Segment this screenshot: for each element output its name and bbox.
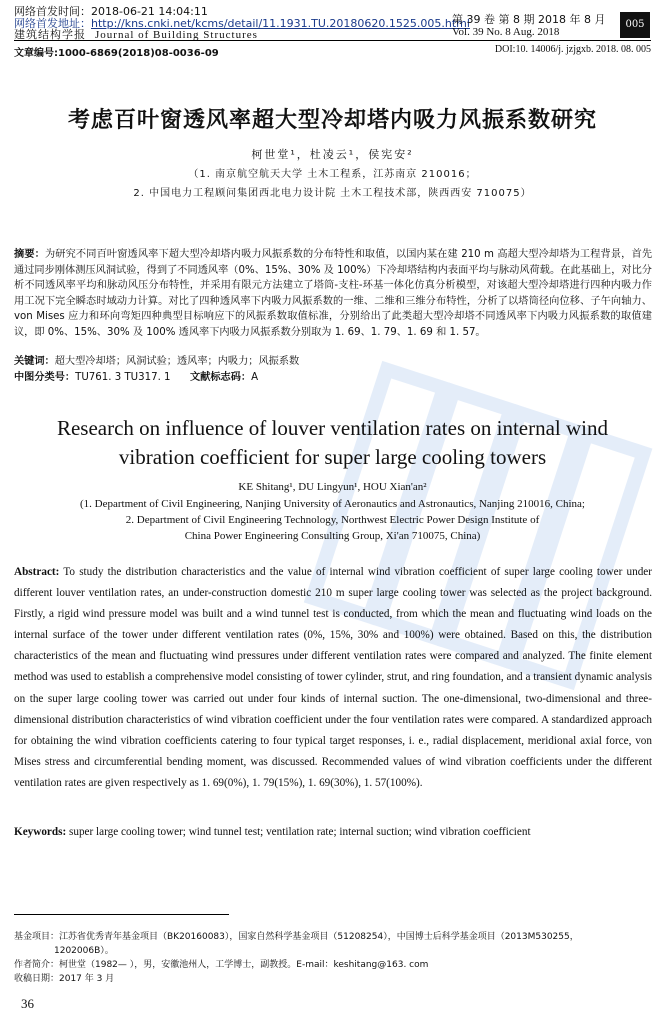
doc-code-label: 文献标志码： [189, 372, 252, 383]
abstract-cn-text: 为研究不同百叶窗透风率下超大型冷却塔内吸力风振系数的分布特性和取值，以国内某在建 210 m 高超大型冷却塔为工程背景，首先通过同步刚体测压风洞试验，得到了不同透风率（0%、15%、30% 及 100%）下冷却塔结构内表面平均与脉动风荷载。在此基础上，对比分析不同透风率平均和脉动风压分布特性，并采用有限元方法建立了塔筒-支柱-环基一体化仿真分析模型，对该超大型冷却塔进行四种内吸力作用工况下完全瞬态时域动力计算。对比了四种透风率下内吸力风振系数的一维、二维和三维分布特性，分析了以塔筒径向位移、子午向轴力、von Mises 应力和环向弯矩四种典型目标响应下的风振系数取值标准，分别给出了此类超大型冷却塔不同透风率下内吸力风振系数的取值建议，即 0%、15%、30% 及 100% 透风率下内吸力风振系数分别取为 1. 69、1. 79、1. 69 和 1. 57。 [14, 249, 653, 338]
online-addr-label: 网络首发地址 [14, 17, 80, 30]
abstract-cn [14, 247, 652, 341]
classification-value: TU761. 3 TU317. 1 [75, 372, 171, 383]
abstract-cn-label: 摘要： [14, 249, 45, 260]
online-time-value: 2018-06-21 14:04:11 [91, 5, 208, 18]
abstract-en-text: To study the distribution characteristics and the value of internal wind vibration coefficient of super large cooling tower under different louver ventilation rates, an under-construction domestic 210 m super large cooling tower was selected as the project background. Firstly, a rigid wind pressure model was built and a wind tunnel test is conducted, from which the mean and fluctuating wind loads on the internal surface of the tower under different ventilation rates (0%, 15%, 30% and 100%) were obtained. Based on this, the distribution characteristics of the mean and fluctuating wind pressures under different ventilation rates were compared and analyzed. The finite element method was used to establish a comprehensive model consisting of tower cylinder, strut, and ring foundation, and a transient dynamic analysis on the super large cooling tower was carried out under four kinds of internal suction. The one-dimensional, two-dimensional and three-dimensional distribution characteristics of wind vibration coefficient under the four ventilation rates were compared. A standardized approach for obtaining the wind vibration coefficients catering to four typical target responses, i. e., radial displacement, meridional axial force, von Mises stress and circumferential bending moment, was discussed. Recommended values of wind vibration coefficients under the different ventilation rates are given respectively as 1. 69(0%), 1. 79(15%), 1. 69(30%), 1. 57(100%). [14, 566, 652, 789]
article-number: 文章编号:1000-6869(2018)08-0036-09 [14, 48, 219, 59]
keywords-en-text: super large cooling tower; wind tunnel test; ventilation rate; internal suction; wind vibration coefficient [69, 826, 531, 838]
abstract-en-label: Abstract: [14, 566, 60, 578]
keywords-en-label: Keywords: [14, 826, 67, 838]
classification [14, 368, 652, 383]
article-badge: 005 [620, 12, 650, 38]
journal-volume-en: Vol. 39 No. 8 Aug. 2018 [452, 26, 560, 38]
online-addr-link[interactable]: http://kns.cnki.net/kcms/detail/11.1931.TU.20180620.1525.005.html [91, 17, 470, 30]
authors-en: KE Shitang¹, DU Lingyun¹, HOU Xian'an² [238, 481, 427, 493]
abstract-en [14, 562, 652, 794]
affiliation-en-3: China Power Engineering Consulting Group, Xi'an 710075, China) [184, 530, 481, 542]
journal-name-cn: 建筑结构学报 [14, 28, 86, 41]
footnotes [14, 930, 652, 986]
classification-label: 中图分类号： [14, 372, 76, 383]
footnote-author: 作者简介：柯世堂（1982— ），男，安徽池州人，工学博士，副教授。E-mail：keshitang@163. com [14, 960, 429, 970]
online-publish-address: 网络首发地址：http://kns.cnki.net/kcms/detail/11.1931.TU.20180620.1525.005.html [14, 17, 470, 30]
title-en [0, 414, 665, 472]
authors-cn: 柯世堂¹，杜凌云¹，侯宪安² [251, 148, 414, 161]
title-en-line1: Research on influence of louver ventilation rates on internal wind [56, 416, 609, 440]
footnote-fund: 基金项目：江苏省优秀青年基金项目（BK20160083），国家自然科学基金项目（51208254），中国博士后科学基金项目（2013M530255， [14, 932, 579, 942]
keywords-cn-text: 超大型冷却塔；风洞试验；透风率；内吸力；风振系数 [54, 356, 300, 367]
affiliation-cn-1: （1. 南京航空航天大学 土木工程系，江苏南京 210016； [188, 169, 477, 180]
keywords-en [14, 826, 652, 838]
page-title: 考虑百叶窗透风率超大型冷却塔内吸力风振系数研究 [67, 108, 597, 133]
journal-volume-cn: 第 39 卷 第 8 期 2018 年 8 月 [452, 13, 606, 26]
keywords-cn [14, 352, 652, 367]
title-en-line2: vibration coefficient for super large cooling towers [118, 445, 547, 469]
header-divider [14, 40, 651, 41]
doc-code-value: A [251, 372, 259, 383]
online-time-label: 网络首发时间 [14, 5, 80, 18]
journal-volume [452, 13, 605, 39]
footnote-received: 收稿日期：2017 年 3 月 [14, 974, 115, 984]
doi: DOI:10. 14006/j. jzjgxb. 2018. 08. 005 [494, 44, 651, 55]
journal-name-en: Journal of Building Structures [95, 29, 258, 41]
keywords-cn-label: 关键词： [14, 356, 55, 367]
online-publish-time: 网络首发时间：2018-06-21 14:04:11 [14, 5, 208, 18]
affiliation-en-2: 2. Department of Civil Engineering Technology, Northwest Electric Power Design Institute of [125, 514, 540, 526]
affiliation-en-1: (1. Department of Civil Engineering, Nanjing University of Aeronautics and Astronautics, Nanjing 210016, China; [80, 498, 585, 510]
footnote-fund-cont: 1202006B）。 [54, 946, 114, 956]
affiliation-cn-2: 2. 中国电力工程顾问集团西北电力设计院 土木工程技术部，陕西西安 710075） [133, 188, 532, 199]
page-number: 36 [21, 996, 34, 1011]
footnote-divider [14, 914, 229, 915]
